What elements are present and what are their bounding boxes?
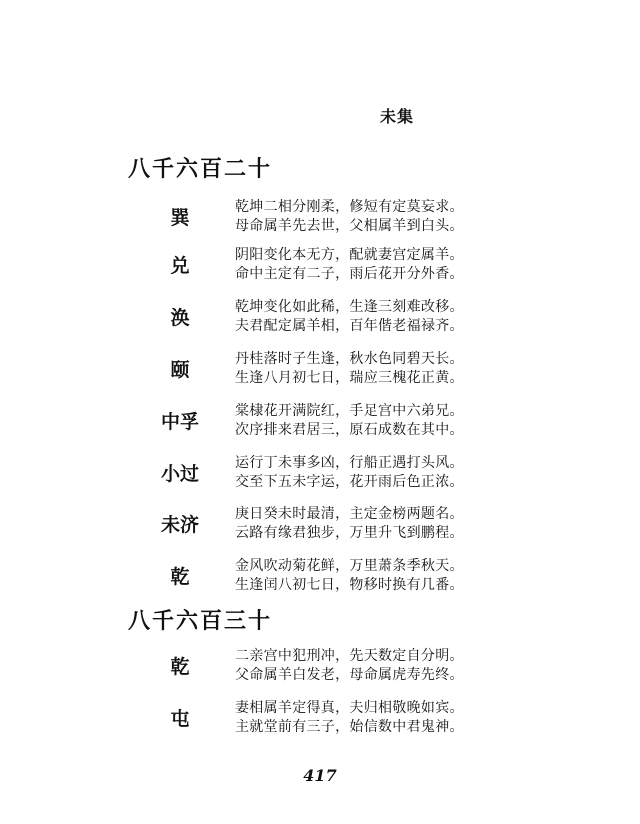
hexagram-name: 涣 [170, 306, 190, 329]
hexagram-name: 乾 [170, 655, 190, 678]
verse-line: 命中主定有二子，雨后花开分外香。 [235, 266, 464, 282]
hexagram-name: 颐 [170, 358, 190, 381]
verse-line: 庚日癸未时最清，主定金榜两题名。 [235, 506, 464, 522]
verse-line: 父命属羊白发老，母命属虎寿先终。 [235, 667, 464, 683]
verse-line: 乾坤二相分刚柔，修短有定莫妄求。 [235, 199, 464, 215]
verse-line: 生逢闰八初七日，物移时换有几番。 [235, 577, 464, 593]
hexagram-name: 小过 [160, 462, 199, 485]
verse-line: 主就堂前有三子，始信数中君鬼神。 [235, 719, 464, 735]
verse-line: 乾坤变化如此稀，生逢三刻难改移。 [235, 299, 464, 315]
verse-line: 夫君配定属羊相，百年偕老福禄齐。 [235, 318, 464, 334]
verse-entry [0, 452, 640, 492]
hexagram-name: 屯 [170, 707, 190, 730]
verse-line: 金风吹动菊花鲜，万里萧条季秋天。 [235, 558, 464, 574]
section-title: 八千六百二十 [128, 156, 273, 182]
page-number: 417 [303, 766, 337, 785]
running-head: 未集 [380, 107, 415, 126]
verse-line: 棠棣花开满院红，手足宫中六弟兄。 [235, 403, 464, 419]
verse-line: 二亲宫中犯刑冲，先天数定自分明。 [235, 648, 464, 664]
verse-line: 生逢八月初七日，瑞应三槐花正黄。 [235, 370, 464, 386]
verse-entry [0, 296, 640, 336]
hexagram-name: 中孚 [160, 410, 199, 433]
verse-entry [0, 196, 640, 236]
hexagram-name: 巽 [170, 206, 190, 229]
hexagram-name: 兑 [170, 254, 190, 277]
verse-entry [0, 503, 640, 543]
verse-entry [0, 400, 640, 440]
verse-line: 母命属羊先去世，父相属羊到白头。 [235, 218, 464, 234]
verse-line: 妻相属羊定得真，夫归相敬晚如宾。 [235, 700, 464, 716]
verse-entry [0, 555, 640, 595]
verse-line: 运行丁未事多凶，行船正遇打头风。 [235, 455, 464, 471]
verse-entry [0, 244, 640, 284]
verse-line: 云路有缘君独步，万里升飞到鹏程。 [235, 525, 464, 541]
verse-line: 阴阳变化本无方，配就妻宫定属羊。 [235, 247, 464, 263]
verse-line: 交至下五未字运，花开雨后色正浓。 [235, 474, 464, 490]
verse-entry [0, 348, 640, 388]
section-title: 八千六百三十 [128, 608, 273, 634]
hexagram-name: 乾 [170, 565, 190, 588]
hexagram-name: 未济 [160, 513, 199, 536]
verse-entry [0, 645, 640, 685]
verse-line: 丹桂落时子生逢，秋水色同碧天长。 [235, 351, 464, 367]
verse-line: 次序排来君居三，原石成数在其中。 [235, 422, 464, 438]
verse-entry [0, 697, 640, 737]
